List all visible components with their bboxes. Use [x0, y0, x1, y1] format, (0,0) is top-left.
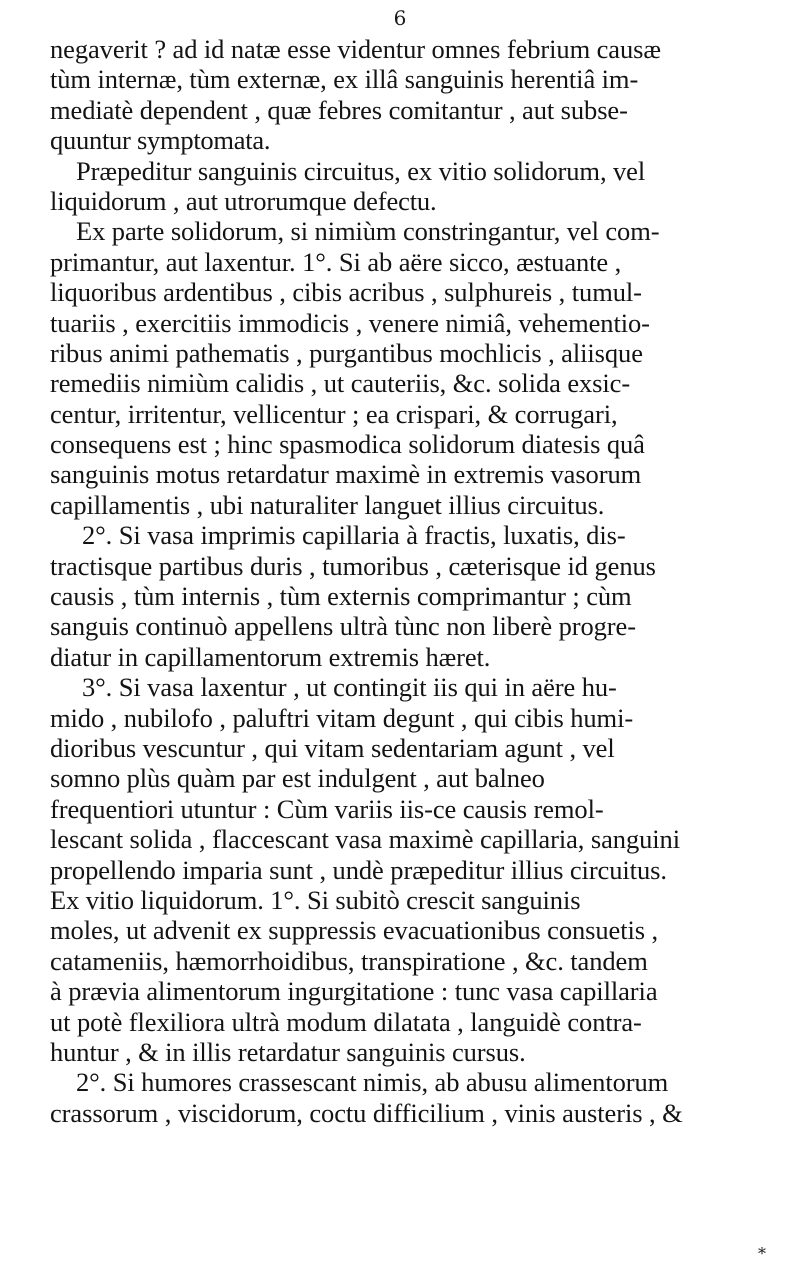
text-line: capillamentis , ubi naturaliter languet illius circuitus.	[50, 489, 605, 520]
text-line: quuntur symptomata.	[50, 125, 271, 156]
page-number: 6	[393, 6, 407, 30]
text-line: Præpeditur sanguinis circuitus, ex vitio solidorum, vel	[76, 155, 646, 186]
text-line: à prævia alimentorum ingurgitatione : tunc vasa capillaria	[50, 976, 658, 1007]
text-line: liquidorum , aut utrorumque defectu.	[50, 185, 437, 216]
text-line: primantur, aut laxentur. 1°. Si ab aëre sicco, æstuante ,	[50, 246, 622, 277]
text-line: remediis nimiùm calidis , ut cauteriis, &c. solida exsic-	[50, 368, 631, 399]
text-line: mediatè dependent , quæ febres comitantur , aut subse-	[50, 94, 628, 125]
text-line: propellendo imparia sunt , undè præpeditur illius circuitus.	[50, 854, 667, 885]
text-line: consequens est ; hinc spasmodica solidorum diatesis quâ	[50, 429, 645, 460]
text-line: tractisque partibus duris , tumoribus , cæterisque id genus	[50, 550, 656, 581]
text-line: sanguis continuò appellens ultrà tùnc non liberè progre-	[50, 611, 636, 642]
text-line: somno plùs quàm par est indulgent , aut balneo	[50, 763, 545, 794]
catchword-mark: *	[758, 1244, 766, 1263]
text-line: Ex parte solidorum, si nimiùm constringantur, vel com-	[76, 216, 660, 247]
text-line: causis , tùm internis , tùm externis comprimantur ; cùm	[50, 581, 632, 612]
text-line: negaverit ? ad id natæ esse videntur omnes febrium causæ	[50, 34, 661, 64]
text-line: sanguinis motus retardatur maximè in extremis vasorum	[50, 459, 642, 490]
text-line: liquoribus ardentibus , cibis acribus , sulphureis , tumul-	[50, 277, 642, 308]
text-line: lescant solida , flaccescant vasa maximè capillaria, sanguini	[50, 824, 681, 855]
text-line: crassorum , viscidorum, coctu difficilium , vinis austeris , &	[50, 1097, 683, 1128]
text-line: mido , nubilofo , paluftri vitam degunt , qui cibis humi-	[50, 702, 634, 733]
text-line: Ex vitio liquidorum. 1°. Si subitò crescit sanguinis	[50, 884, 581, 915]
text-line: ribus animi pathematis , purgantibus mochlicis , aliisque	[50, 337, 643, 368]
body-text	[50, 34, 790, 1128]
text-line: centur, irritentur, vellicentur ; ea crispari, & corrugari,	[50, 398, 618, 429]
text-line: dioribus vescuntur , qui vitam sedentariam agunt , vel	[50, 732, 615, 763]
text-line: ut potè flexiliora ultrà modum dilatata , languidè contra-	[50, 1006, 642, 1037]
text-line: 2°. Si humores crassescant nimis, ab abusu alimentorum	[76, 1067, 669, 1098]
text-line: 2°. Si vasa imprimis capillaria à fractis, luxatis, dis-	[82, 520, 626, 551]
text-line: frequentiori utuntur : Cùm variis iis-ce causis remol-	[50, 793, 604, 824]
text-line: tuariis , exercitiis immodicis , venere nimiâ, vehementio-	[50, 307, 650, 338]
text-line: moles, ut advenit ex suppressis evacuationibus consuetis ,	[50, 915, 659, 946]
text-line: tùm internæ, tùm externæ, ex illâ sanguinis herentiâ im-	[50, 64, 639, 95]
text-line: catameniis, hæmorrhoidibus, transpiratione , &c. tandem	[50, 945, 648, 976]
text-line: diatur in capillamentorum extremis hæret.	[50, 641, 491, 672]
text-line: huntur , & in illis retardatur sanguinis cursus.	[50, 1036, 526, 1067]
text-line: 3°. Si vasa laxentur , ut contingit iis qui in aëre hu-	[82, 672, 617, 703]
